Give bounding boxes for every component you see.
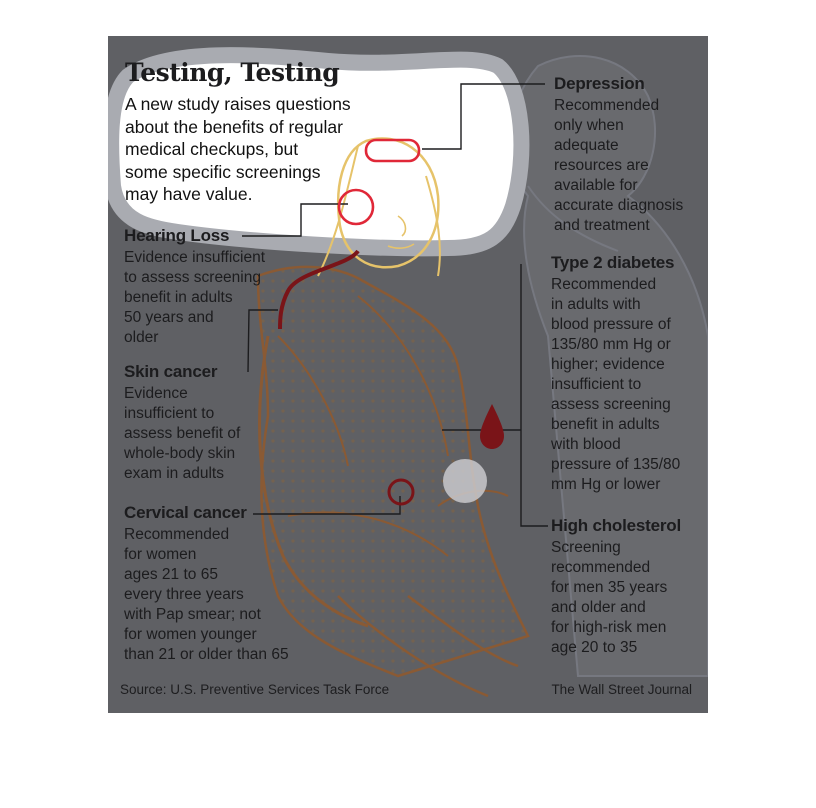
cervical-cancer-text: Recommended for women ages 21 to 65 every three years with Pap smear; not for women younger than 21 or older than 65 bbox=[124, 526, 289, 663]
source-note: Source: U.S. Preventive Services Task Force bbox=[120, 682, 390, 697]
high-cholesterol-text: Screening recommended for men 35 years and older and for high-risk men age 20 to 35 bbox=[551, 539, 668, 656]
arm-cuff-circle bbox=[443, 459, 487, 503]
type2-diabetes-heading: Type 2 diabetes bbox=[551, 253, 675, 272]
infographic-panel bbox=[108, 36, 708, 713]
hearing-loss-text: Evidence insufficient to assess screening benefit in adults 50 years and older bbox=[124, 249, 266, 346]
high-cholesterol-heading: High cholesterol bbox=[551, 516, 681, 535]
patient-gown bbox=[258, 267, 528, 676]
blood-drop-icon bbox=[480, 404, 504, 449]
skin-cancer-heading: Skin cancer bbox=[124, 362, 218, 381]
skin-cancer-text: Evidence insufficient to assess benefit of whole-body skin exam in adults bbox=[124, 385, 241, 482]
page-title: Testing, Testing bbox=[125, 58, 340, 87]
cervical-cancer-heading: Cervical cancer bbox=[124, 503, 247, 522]
type2-diabetes-text: Recommended in adults with blood pressure of 135/80 mm Hg or higher; evidence insufficient to assess screening benefit in adults with blood pressure of 135/80 mm Hg or lower bbox=[551, 276, 681, 493]
publisher-credit: The Wall Street Journal bbox=[551, 682, 692, 697]
depression-text: Recommended only when adequate resources are available for accurate diagnosis and treatment bbox=[554, 97, 684, 234]
hearing-loss-heading: Hearing Loss bbox=[124, 226, 230, 245]
intro-text: A new study raises questions about the benefits of regular medical checkups, but some specific screenings may have value. bbox=[125, 94, 351, 204]
depression-heading: Depression bbox=[554, 74, 645, 93]
